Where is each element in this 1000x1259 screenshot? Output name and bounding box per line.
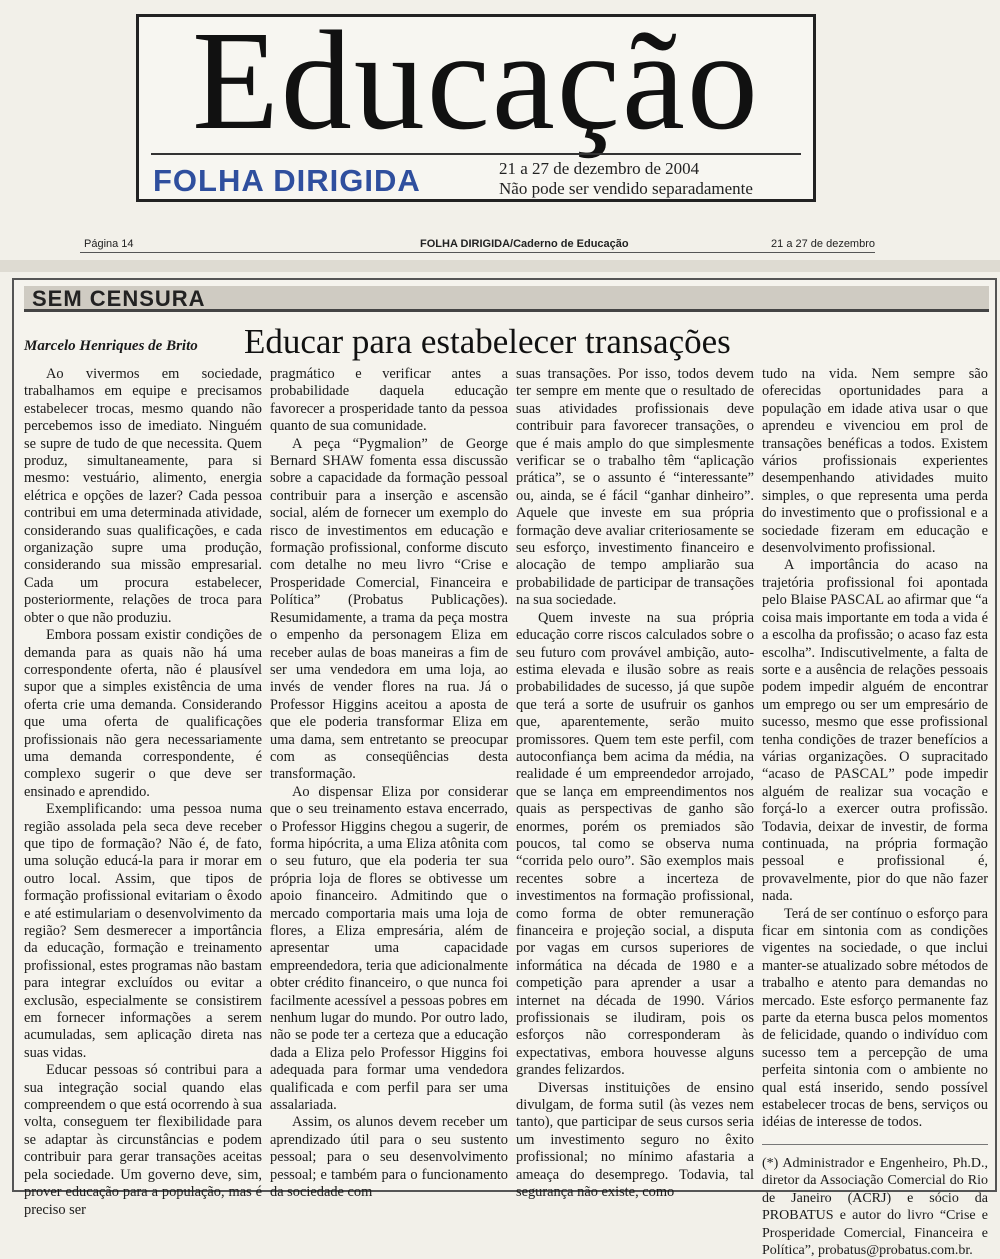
article-column-1 [24,366,262,1219]
show-through-strip [0,260,1000,272]
masthead-date-block [499,159,753,199]
masthead-title: Educação [192,1,760,159]
masthead-brand: FOLHA DIRIGIDA [153,163,421,198]
masthead-date: 21 a 27 de dezembro de 2004 [499,159,700,178]
paper-name: FOLHA DIRIGIDA/Caderno de Educação [420,238,629,250]
article-box [12,278,997,1258]
section-label: SEM CENSURA [32,286,206,311]
article-author: Marcelo Henriques de Brito [24,338,198,354]
article-headline: Educar para estabelecer transações [244,322,731,361]
paragraph: tudo na vida. Nem sempre são oferecidas oportunidades para a população em idade ativa usar o que aprendeu e vivenciou em prol de transações benéficas a todos. Existem vários profissionais experientes desempenhando atividades muito simples, o que representa uma perda do investimento que o profissional e a sociedade fizeram em educação e desenvolvimento profissional. [762,366,988,557]
paragraph: A importância do acaso na trajetória profissional foi apontada pelo Blaise PASCAL ao afirmar que “a coisa mais importante em toda a vida é a escolha da profissão; o acaso faz esta escolha”. Indiscutivelmente, a falta de sorte e a ausência de relações pessoais podem impedir alguém de encontrar um emprego ou ser um empresário de sucesso, mesmo que esse profissional tenha condições de trazer benefícios a várias organizações. O supracitado “acaso de PASCAL” pode impedir alguém de realizar sua vocação e forçá-lo a exercer outra profissão. Todavia, deixar de investir, de forma continuada, na própria formação pessoal e profissional é, provavelmente, pior do que não fazer nada. [762,557,988,905]
paragraph: suas transações. Por isso, todos devem ter sempre em mente que o resultado de suas atividades profissionais deve contribuir para favorecer transações, o que é mais amplo do que simplesmente verificar se o trabalho têm “aplicação prática”, se o assunto é “interessante” ou, ainda, se é fácil “ganhar dinheiro”. Aquele que investe em sua própria formação deve avaliar criteriosamente se seu esforço, investimento financeiro e alocação de tempo ampliarão sua probabilidade de participar de transações na sua sociedade. [516,366,754,609]
paragraph: Embora possam existir condições de demanda para as quais não há uma correspondente oferta, não é plausível supor que a simples existência de uma oferta crie uma demanda. Considerando que uma oferta de qualificações profissionais não gera necessariamente uma demanda correspondente, é complexo sugerir o que deve ser ensinado e aprendido. [24,627,262,800]
page-number: Página 14 [84,238,134,250]
article-column-3 [516,366,754,1202]
masthead-rule [151,153,801,155]
page-header-line [80,236,875,253]
section-bar [24,286,989,312]
paragraph: Quem investe na sua própria educação corre riscos calculados sobre o seu futuro com provável ambição, auto-estima elevada e ilusão sobre as reais probabilidades de sucesso, já que supõe que terá a sorte de usufruir os ganhos que, aparentemente, serão muito promissores. Quem tem este perfil, com autoconfiança bem acima da média, na realidade é um empreendedor arrojado, que se lança em empreendimentos nos quais as perspectivas de ganho são enormes, porém os premiados são poucos, tal como se observa numa “corrida pelo ouro”. São exemplos mais recentes sobre a incerteza de investimentos na formação profissional, como forma de obter remuneração financeira e projeção social, a disputa por vagas em cursos superiores de informática na década de 1980 e a competição para aprender a usar a internet na década de 1990. Vários profissionais se iludiram, pois os esforços não corresponderam às expectativas, embora houvesse alguns grandes felizardos. [516,609,754,1079]
page-date: 21 a 27 de dezembro [771,238,875,250]
article-column-2 [270,366,508,1202]
paragraph: A peça “Pygmalion” de George Bernard SHAW fomenta essa discussão sobre a capacidade da formação pessoal contribuir para a inserção e ascensão social, além de fornecer um exemplo do risco de investimentos em educação e formação profissional, conforme discuto com detalhe no meu livro “Crise e Prosperidade Comercial, Financeira e Política” (Probatus Publicações). Resumidamente, a trama da peça mostra o empenho da personagem Eliza em receber aulas de boas maneiras a fim de ser uma vendedora em uma loja, ao invés de vender flores na rua. Já o Professor Higgins aceitou a aposta de que ele poderia transformar Eliza em uma dama, sem entretanto se preocupar com as conseqüências desta transformação. [270,435,508,783]
paragraph: Ao dispensar Eliza por considerar que o seu treinamento estava encerrado, o Professor Higgins chegou a sugerir, de forma hipócrita, a uma Eliza atônita com o seu futuro, que ela poderia ter sua própria loja de flores se obtivesse um apoio financeiro. Admitindo que o mercado comportaria mais uma loja de flores, a Eliza empresária, além de apresentar uma capacidade empreendedora, teria que adicionalmente obter crédito financeiro, o que nunca foi facilmente acessível a pessoas pobres em nenhum lugar do mundo. Por outro lado, não se pode ter a certeza que a educação dada a Eliza pelo Professor Higgins foi adequada para formar uma vendedora qualificada e com perfil para ser uma assalariada. [270,783,508,1114]
paragraph: pragmático e verificar antes a probabilidade daquela educação favorecer a prosperidade tanto da pessoa quanto de sua comunidade. [270,366,508,435]
paragraph: Exemplificando: uma pessoa numa região assolada pela seca deve receber que tipo de formação? Não é, de fato, uma solução educá-la para ir morar em outro local. Assim, que tipos de formação profissional evitariam o êxodo e até estimulariam o desenvolvimento da região? Sem desmerecer a importância da educação, formação e treinamento profissional, estes programas não bastam para integrar excluídos ou evitar a exclusão, especialmente se consistirem em fornecer informações a serem acumuladas, sem aplicação direta nas suas vidas. [24,801,262,1061]
paragraph: Terá de ser contínuo o esforço para ficar em sintonia com as condições vigentes na sociedade, o que inclui manter-se atualizado sobre métodos de trabalho e atento para demandas no mercado. Este esforço permanente faz parte da eterna busca pelos momentos de felicidade, quando o indivíduo com sucesso tem a percepção de uma perfeita sintonia com o ambiente no qual está inserido, sendo possível estabelecer trocas de bens, serviços ou idéias de interesse de todos. [762,905,988,1131]
article-column-4 [762,366,988,1259]
paragraph: Ao vivermos em sociedade, trabalhamos em equipe e precisamos estabelecer trocas, mesmo quando não percebemos isso de imediato. Ninguém se supre de tudo de que necessita. Quem produz, simultaneamente, para si mesmo: vestuário, alimento, energia elétrica e opções de lazer? Cada pessoa contribui em uma determinada atividade, considerando suas qualificações, e cada organização supre uma produção, considerando sua missão empresarial. Cada um procura estabelecer, posteriormente, relações de troca para obter o que não produziu. [24,366,262,626]
masthead-notice: Não pode ser vendido separadamente [499,179,753,198]
paragraph: Educar pessoas só contribui para a sua integração social quando elas compreendem o que está ocorrendo à sua volta, conseguem ter flexibilidade para se adaptar às circunstâncias e podem contribuir para gerar transações aceitas pela sociedade. Um governo deve, sim, prover educação para a população, mas é preciso ser [24,1062,262,1218]
masthead [136,1,816,202]
author-footnote: (*) Administrador e Engenheiro, Ph.D., diretor da Associação Comercial do Rio de Janeiro (ACRJ) e sócio da PROBATUS e autor do livro “Crise e Prosperidade Comercial, Financeira e Política”, probatus@probatus.com.br. [762,1144,988,1259]
paragraph: Diversas instituições de ensino divulgam, de forma sutil (às vezes nem tanto), que participar de seus cursos seria um investimento seguro no êxito profissional; no mínimo afastaria a ameaça do desemprego. Todavia, tal segurança não existe, como [516,1079,754,1201]
paragraph: Assim, os alunos devem receber um aprendizado útil para o seu sustento pessoal; para o seu desenvolvimento pessoal; e também para o funcionamento da sociedade com [270,1114,508,1201]
